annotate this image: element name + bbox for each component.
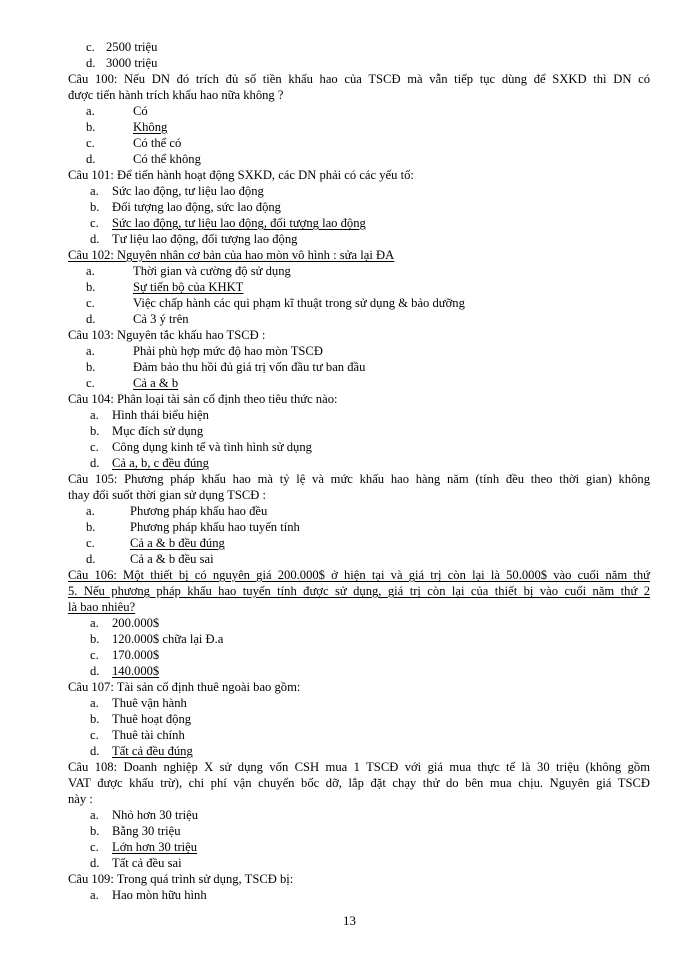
option-text: Có thể không	[133, 152, 201, 166]
option-text: 120.000$ chữa lại Đ.a	[112, 632, 224, 646]
option-line: d.	[90, 856, 100, 870]
option-text: Thuê hoạt động	[112, 712, 192, 726]
option-line: d.	[86, 152, 96, 166]
option-text: Mục đích sử dụng	[112, 424, 204, 438]
question-104: Câu 104: Phân loại tài sản cố định theo tiêu thức nào:	[68, 392, 338, 406]
option-line: a.	[90, 808, 99, 822]
question-106: Câu 106: Một thiết bị có nguyên giá 200.000$ ở hiện tại và giá trị còn lại là 50.000$ vào cuối năm thứ	[68, 568, 650, 582]
question-108-cont: VAT được khấu trừ), chi phí vận chuyển bốc dỡ, lắp đặt chạy thử do bên mua chịu. Nguyên giá TSCĐ	[68, 776, 650, 790]
option-text: Có thể có	[133, 136, 182, 150]
option-text: Hao mòn hữu hình	[112, 888, 207, 902]
option-text: Việc chấp hành các qui phạm kĩ thuật trong sử dụng & bảo dưỡng	[133, 296, 465, 310]
option-text: Phương pháp khấu hao tuyến tính	[130, 520, 300, 534]
question-100: Câu 100: Nếu DN đó trích đủ số tiền khấu hao của TSCĐ mà vẫn tiếp tục dùng để SXKD thì DN có	[68, 72, 650, 86]
option-text: 200.000$	[112, 616, 160, 630]
option-line: c.	[90, 840, 99, 854]
option-line: a.	[86, 264, 95, 278]
option-text: 3000 triệu	[106, 56, 158, 70]
correct-answer: Cả a, b, c đều đúng	[112, 456, 209, 470]
option-text: Thuê vận hành	[112, 696, 187, 710]
option-line: d.	[90, 664, 100, 678]
option-line: c.	[86, 296, 95, 310]
option-text: 170.000$	[112, 648, 160, 662]
correct-answer: Cả a & b	[133, 376, 179, 390]
question-105-cont: thay đổi suốt thời gian sử dụng TSCĐ :	[68, 488, 266, 502]
option-text: Phương pháp khấu hao đều	[130, 504, 268, 518]
question-109: Câu 109: Trong quá trình sử dụng, TSCĐ bị:	[68, 872, 294, 886]
option-line: a.	[90, 696, 99, 710]
question-108-cont: này :	[68, 792, 93, 806]
correct-answer: 140.000$	[112, 664, 160, 678]
option-text: Cả 3 ý trên	[133, 312, 189, 326]
option-line: b.	[86, 280, 96, 294]
option-text: Cả a & b đều sai	[130, 552, 214, 566]
option-line: d.	[90, 232, 100, 246]
correct-answer: Cả a & b đều đúng	[130, 536, 225, 550]
option-text: Công dụng kinh tế và tình hình sử dụng	[112, 440, 312, 454]
option-line: a.	[86, 344, 95, 358]
correct-answer: Lớn hơn 30 triệu	[112, 840, 198, 854]
page-number: 13	[343, 913, 356, 928]
option-text: Bằng 30 triệu	[112, 824, 181, 838]
option-line: c.	[86, 40, 95, 54]
correct-answer: Sức lao động, tư liệu lao động, đối tượng lao động	[112, 216, 366, 230]
option-text: Thời gian và cường độ sử dụng	[133, 264, 291, 278]
question-108: Câu 108: Doanh nghiệp X sử dụng vốn CSH mua 1 TSCĐ với giá mua thực tế là 30 triệu (không gồm	[68, 760, 650, 774]
option-text: Sức lao động, tư liệu lao động	[112, 184, 264, 198]
option-line: b.	[86, 360, 96, 374]
option-text: 2500 triệu	[106, 40, 158, 54]
option-line: c.	[90, 216, 99, 230]
option-line: d.	[86, 552, 96, 566]
option-text: Có	[133, 104, 148, 118]
question-100-cont: được tiến hành trích khấu hao nữa không ?	[68, 88, 284, 102]
option-line: b.	[90, 712, 100, 726]
option-text: Đối tượng lao động, sức lao động	[112, 200, 281, 214]
option-line: b.	[90, 824, 100, 838]
correct-answer: Tất cả đều đúng	[112, 744, 193, 758]
option-line: a.	[86, 104, 95, 118]
option-text: Nhỏ hơn 30 triệu	[112, 808, 199, 822]
option-line: d.	[86, 56, 96, 70]
question-105: Câu 105: Phương pháp khấu hao mà tỷ lệ và mức khấu hao hàng năm (tính đều theo thời gian) không	[68, 472, 650, 486]
option-text: Đảm bảo thu hồi đủ giá trị vốn đầu tư ban đầu	[133, 360, 366, 374]
option-text: Tư liệu lao động, đối tượng lao động	[112, 232, 298, 246]
option-line: c.	[90, 728, 99, 742]
option-line: c.	[86, 536, 95, 550]
question-106-cont: là bao nhiêu?	[68, 600, 136, 614]
option-line: b.	[86, 120, 96, 134]
option-text: Phải phù hợp mức độ hao mòn TSCĐ	[133, 344, 323, 358]
option-text: Thuê tài chính	[112, 728, 185, 742]
option-line: a.	[90, 888, 99, 902]
option-line: a.	[90, 616, 99, 630]
option-line: b.	[86, 520, 96, 534]
question-106-cont: 5. Nếu phương pháp khấu hao tuyến tính được sử dụng, giá trị còn lại của thiết bị vào cuối năm thứ 2	[68, 584, 650, 598]
option-line: a.	[90, 184, 99, 198]
option-line: d.	[90, 744, 100, 758]
option-line: a.	[86, 504, 95, 518]
option-line: b.	[90, 632, 100, 646]
option-text: Hình thái biểu hiện	[112, 408, 209, 422]
option-line: d.	[86, 312, 96, 326]
option-line: d.	[90, 456, 100, 470]
question-101: Câu 101: Để tiến hành hoạt động SXKD, các DN phải có các yếu tố:	[68, 168, 414, 182]
question-103: Câu 103: Nguyên tắc khấu hao TSCĐ :	[68, 328, 266, 342]
option-line: b.	[90, 424, 100, 438]
option-line: c.	[86, 136, 95, 150]
option-line: b.	[90, 200, 100, 214]
correct-answer: Sự tiến bộ của KHKT	[133, 280, 244, 294]
option-line: c.	[90, 648, 99, 662]
question-102: Câu 102: Nguyên nhân cơ bản của hao mòn vô hình : sửa lại ĐA	[68, 248, 395, 262]
option-line: c.	[90, 440, 99, 454]
question-107: Câu 107: Tài sản cố định thuê ngoài bao gồm:	[68, 680, 301, 694]
option-line: a.	[90, 408, 99, 422]
option-line: c.	[86, 376, 95, 390]
correct-answer: Không	[133, 120, 168, 134]
option-text: Tất cả đều sai	[112, 856, 182, 870]
